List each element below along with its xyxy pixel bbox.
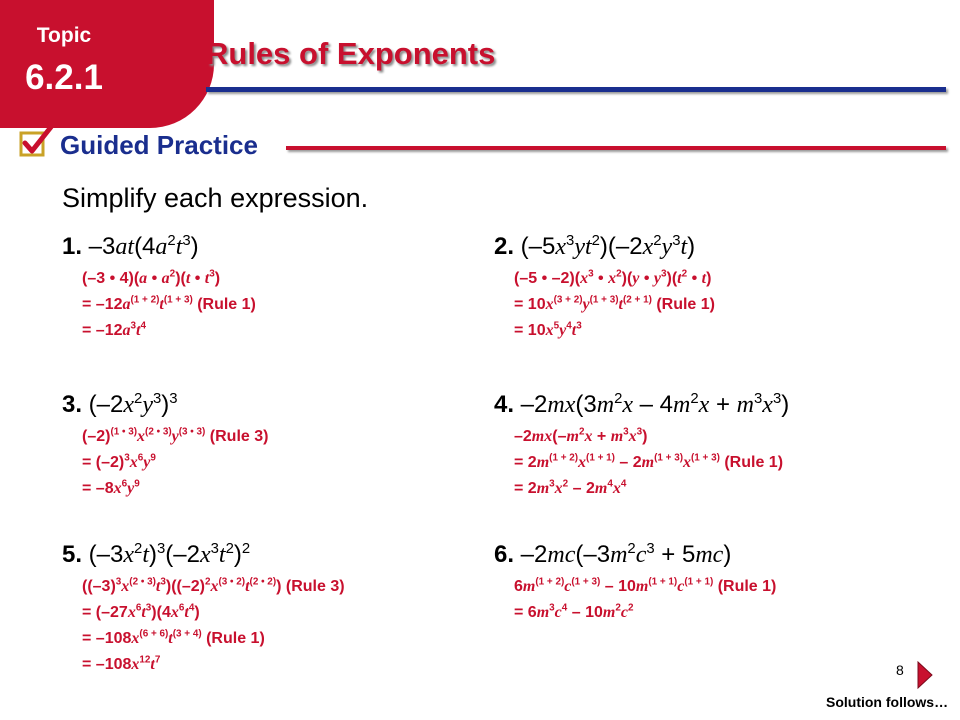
step-line: (–3 • 4)(a • $a^2)(t$ • $t^3$) [82,268,221,287]
step-line: = $-108x^{(6 + 6)}t^{(3 + 4)}$ (Rule 1) [82,628,265,647]
step-line: = $-8x^6y^9$ [82,478,140,497]
step-line: = $-108x^{12}t^7$ [82,654,161,673]
section-rule [286,146,946,150]
checkmark-box-icon [18,124,54,160]
step-line: = $(-27x^6t^3)(4x^6t^4)$ [82,602,200,621]
step-line: = $2m^3x^2 - 2m^4x^4$ [514,478,627,497]
step-line: = $10x^{(3 + 2)}y^{(1 + 3)}t^{(2 + 1)}$ (Rule 1) [514,294,715,313]
step-line: = $(-2)^3x^6y^9$ [82,452,156,471]
problem-2-expression: 2. $(-5x^3yt^2)(-2x^2y^3t)$ [494,233,696,260]
problem-6-expression: 6. $-2mc(-3m^2c^3 + 5mc)$ [494,541,732,568]
problem-6-steps [514,574,944,626]
problem-4-steps [514,424,944,502]
problem-1-steps [82,266,512,344]
problem-2-steps [514,266,944,344]
step-line: $((-3)^3x^{(2 • 3)}t^3)((-2)^2x^{(3 • 2)}t^{(2 • 2)})$ (Rule 3) [82,576,345,595]
problem-3-steps [82,424,512,502]
problem-1-expression: 1. $-3at(4a^2t^3)$ [62,233,199,260]
problem-2 [494,232,944,344]
step-line: (–5 • $-2)(x^3$ • $x^2)(y$ • $y^3)(t^2$ • t) [514,268,712,287]
problem-6 [494,540,944,626]
slide-title: Rules of Exponents [206,36,496,71]
step-line: = $-12a^3t^4$ [82,320,146,339]
problem-4 [494,390,944,502]
problem-4-expression: 4. $-2mx(3m^2x - 4m^2x + m^3x^3)$ [494,391,790,418]
topic-label: Topic [36,24,92,47]
problem-1 [62,232,512,344]
next-arrow-icon[interactable] [916,660,934,690]
step-line: = $2m^{(1 + 2)}x^{(1 + 1)} - 2m^{(1 + 3)}x^{(1 + 3)}$ (Rule 1) [514,452,784,471]
title-rule [206,87,946,92]
problem-5 [62,540,512,678]
step-line: $(-2)^{(1 • 3)}x^{(2 • 3)}y^{(3 • 3)}$ (Rule 3) [82,426,269,445]
problem-3-expression: 3. $(-2x^2y^3)^3$ [62,391,178,418]
step-line: = $-12a^{(1 + 2)}t^{(1 + 3)}$ (Rule 1) [82,294,256,313]
section-heading: Guided Practice [60,130,258,160]
step-line: $-2mx(-m^2x + m^3x^3)$ [514,426,648,445]
instruction: Simplify each expression. [62,183,369,213]
problem-5-steps [82,574,512,678]
topic-number: 6.2.1 [25,58,103,97]
solution-follows-note: Solution follows… [826,694,949,710]
step-line: = $10x^5y^4t^3$ [514,320,582,339]
step-line: = $6m^3c^4 - 10m^2c^2$ [514,602,634,621]
topic-badge [0,0,214,128]
step-line: $6m^{(1 + 2)}c^{(1 + 3)} - 10m^{(1 + 1)}c^{(1 + 1)}$ (Rule 1) [514,576,777,595]
problem-5-expression: 5. $(-3x^2t)^3(-2x^3t^2)^2$ [62,541,251,568]
problem-3 [62,390,512,502]
page-number: 8 [896,662,904,678]
